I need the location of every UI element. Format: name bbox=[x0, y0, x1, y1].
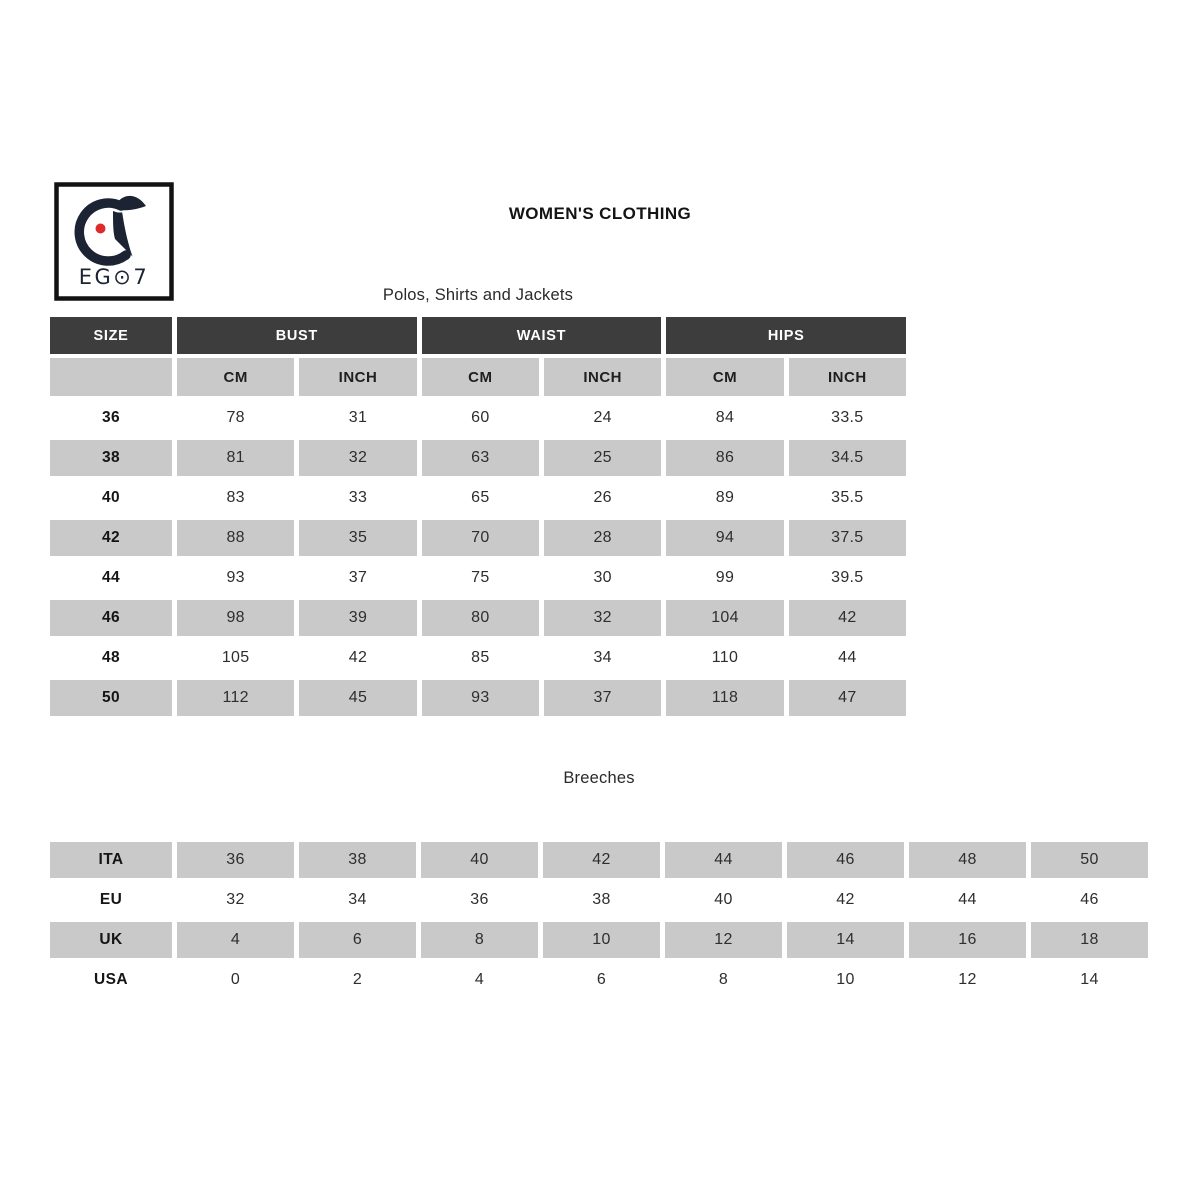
breeches-value-cell-usa-7: 14 bbox=[1080, 971, 1099, 988]
polos-value-cell-38-4: 86 bbox=[666, 440, 783, 476]
polos-value-cell-40-5: 35.5 bbox=[831, 489, 864, 506]
breeches-value-cell-eu-7: 46 bbox=[1080, 891, 1099, 908]
polos-value-cell-42-2: 70 bbox=[422, 520, 539, 556]
polos-subtitle: Polos, Shirts and Jackets bbox=[382, 286, 574, 304]
breeches-value-cell-ita-1: 38 bbox=[299, 842, 416, 878]
breeches-subtitle: Breeches bbox=[563, 769, 635, 787]
polos-value-cell-46-1: 39 bbox=[299, 600, 416, 636]
polos-group-header-hips: HIPS bbox=[666, 317, 906, 354]
polos-value-cell-42-0: 88 bbox=[177, 520, 294, 556]
polos-size-cell-38: 38 bbox=[50, 440, 172, 476]
breeches-value-cell-usa-5: 10 bbox=[836, 971, 855, 988]
breeches-value-cell-ita-3: 42 bbox=[543, 842, 660, 878]
breeches-value-cell-usa-2: 4 bbox=[474, 971, 485, 988]
polos-value-cell-36-4: 84 bbox=[715, 409, 735, 426]
polos-value-cell-38-1: 32 bbox=[299, 440, 416, 476]
polos-value-cell-44-4: 99 bbox=[715, 569, 735, 586]
breeches-value-cell-ita-5: 46 bbox=[787, 842, 904, 878]
polos-value-cell-36-0: 78 bbox=[226, 409, 245, 426]
polos-value-cell-48-2: 85 bbox=[471, 649, 490, 666]
breeches-value-cell-eu-2: 36 bbox=[470, 891, 489, 908]
polos-value-cell-40-1: 33 bbox=[348, 489, 368, 506]
polos-value-cell-38-0: 81 bbox=[177, 440, 294, 476]
breeches-value-cell-uk-2: 8 bbox=[421, 922, 538, 958]
polos-value-cell-36-3: 24 bbox=[593, 409, 612, 426]
breeches-value-cell-eu-0: 32 bbox=[226, 891, 245, 908]
breeches-value-cell-uk-1: 6 bbox=[299, 922, 416, 958]
polos-size-cell-50: 50 bbox=[50, 680, 172, 716]
breeches-value-cell-usa-1: 2 bbox=[352, 971, 363, 988]
page-title: WOMEN'S CLOTHING bbox=[508, 204, 692, 223]
breeches-value-cell-eu-3: 38 bbox=[592, 891, 611, 908]
polos-value-cell-46-2: 80 bbox=[422, 600, 539, 636]
breeches-value-cell-ita-4: 44 bbox=[665, 842, 782, 878]
logo-wordmark: EG⊙7 bbox=[78, 265, 150, 289]
brand-logo-svg bbox=[54, 182, 174, 301]
polos-value-cell-40-2: 65 bbox=[471, 489, 490, 506]
polos-unit-header-cm-5: CM bbox=[666, 358, 783, 396]
breeches-value-cell-uk-0: 4 bbox=[177, 922, 294, 958]
breeches-label-cell-eu: EU bbox=[99, 891, 123, 908]
breeches-value-cell-ita-0: 36 bbox=[177, 842, 294, 878]
polos-unit-header-cm-3: CM bbox=[422, 358, 539, 396]
polos-value-cell-40-3: 26 bbox=[593, 489, 612, 506]
breeches-value-cell-uk-4: 12 bbox=[665, 922, 782, 958]
polos-value-cell-48-3: 34 bbox=[593, 649, 612, 666]
breeches-value-cell-ita-7: 50 bbox=[1031, 842, 1148, 878]
polos-value-cell-38-5: 34.5 bbox=[789, 440, 906, 476]
polos-value-cell-48-4: 110 bbox=[711, 649, 739, 666]
polos-value-cell-44-3: 30 bbox=[593, 569, 612, 586]
breeches-value-cell-eu-4: 40 bbox=[714, 891, 733, 908]
polos-unit-header-cm-1: CM bbox=[177, 358, 294, 396]
polos-value-cell-44-5: 39.5 bbox=[831, 569, 864, 586]
polos-value-cell-46-4: 104 bbox=[666, 600, 783, 636]
polos-value-cell-40-4: 89 bbox=[715, 489, 735, 506]
breeches-value-cell-ita-2: 40 bbox=[421, 842, 538, 878]
logo-eye-dot bbox=[96, 224, 106, 234]
breeches-value-cell-usa-6: 12 bbox=[958, 971, 977, 988]
breeches-size-table bbox=[50, 842, 1148, 998]
polos-size-cell-44: 44 bbox=[101, 569, 121, 586]
polos-size-cell-46: 46 bbox=[50, 600, 172, 636]
polos-value-cell-50-0: 112 bbox=[177, 680, 294, 716]
polos-value-cell-42-5: 37.5 bbox=[789, 520, 906, 556]
polos-value-cell-46-5: 42 bbox=[789, 600, 906, 636]
polos-value-cell-42-4: 94 bbox=[666, 520, 783, 556]
polos-value-cell-40-0: 83 bbox=[226, 489, 245, 506]
polos-value-cell-48-0: 105 bbox=[221, 649, 250, 666]
polos-value-cell-48-5: 44 bbox=[838, 649, 857, 666]
polos-value-cell-50-4: 118 bbox=[666, 680, 783, 716]
polos-size-table bbox=[50, 317, 906, 716]
breeches-label-cell-uk: UK bbox=[50, 922, 172, 958]
polos-unit-spacer bbox=[50, 358, 172, 396]
breeches-label-cell-usa: USA bbox=[94, 971, 128, 988]
polos-value-cell-38-2: 63 bbox=[422, 440, 539, 476]
breeches-value-cell-eu-5: 42 bbox=[836, 891, 855, 908]
breeches-value-cell-usa-3: 6 bbox=[596, 971, 607, 988]
polos-value-cell-50-5: 47 bbox=[789, 680, 906, 716]
polos-group-header-waist: WAIST bbox=[422, 317, 662, 354]
polos-value-cell-44-0: 93 bbox=[226, 569, 245, 586]
polos-value-cell-44-1: 37 bbox=[348, 569, 368, 586]
polos-value-cell-42-3: 28 bbox=[544, 520, 661, 556]
polos-value-cell-36-1: 31 bbox=[348, 409, 368, 426]
polos-value-cell-38-3: 25 bbox=[544, 440, 661, 476]
breeches-value-cell-usa-0: 0 bbox=[230, 971, 241, 988]
brand-logo bbox=[54, 182, 174, 301]
polos-value-cell-50-2: 93 bbox=[422, 680, 539, 716]
polos-value-cell-50-1: 45 bbox=[299, 680, 416, 716]
breeches-value-cell-usa-4: 8 bbox=[718, 971, 729, 988]
polos-group-header-bust: BUST bbox=[177, 317, 417, 354]
polos-unit-header-inch-6: INCH bbox=[789, 358, 906, 396]
breeches-value-cell-eu-1: 34 bbox=[348, 891, 367, 908]
polos-unit-header-inch-4: INCH bbox=[544, 358, 661, 396]
polos-value-cell-46-0: 98 bbox=[177, 600, 294, 636]
polos-size-cell-48: 48 bbox=[101, 649, 121, 666]
polos-size-cell-36: 36 bbox=[101, 409, 121, 426]
polos-value-cell-50-3: 37 bbox=[544, 680, 661, 716]
polos-group-header-size: SIZE bbox=[50, 317, 172, 354]
polos-value-cell-46-3: 32 bbox=[544, 600, 661, 636]
breeches-value-cell-uk-3: 10 bbox=[543, 922, 660, 958]
breeches-value-cell-eu-6: 44 bbox=[958, 891, 977, 908]
polos-size-cell-40: 40 bbox=[101, 489, 121, 506]
breeches-value-cell-uk-7: 18 bbox=[1031, 922, 1148, 958]
polos-value-cell-36-5: 33.5 bbox=[831, 409, 864, 426]
polos-size-cell-42: 42 bbox=[50, 520, 172, 556]
polos-value-cell-42-1: 35 bbox=[299, 520, 416, 556]
polos-value-cell-48-1: 42 bbox=[348, 649, 368, 666]
polos-value-cell-36-2: 60 bbox=[471, 409, 490, 426]
polos-unit-header-inch-2: INCH bbox=[299, 358, 416, 396]
breeches-value-cell-uk-6: 16 bbox=[909, 922, 1026, 958]
breeches-value-cell-uk-5: 14 bbox=[787, 922, 904, 958]
breeches-label-cell-ita: ITA bbox=[50, 842, 172, 878]
breeches-value-cell-ita-6: 48 bbox=[909, 842, 1026, 878]
polos-value-cell-44-2: 75 bbox=[471, 569, 490, 586]
